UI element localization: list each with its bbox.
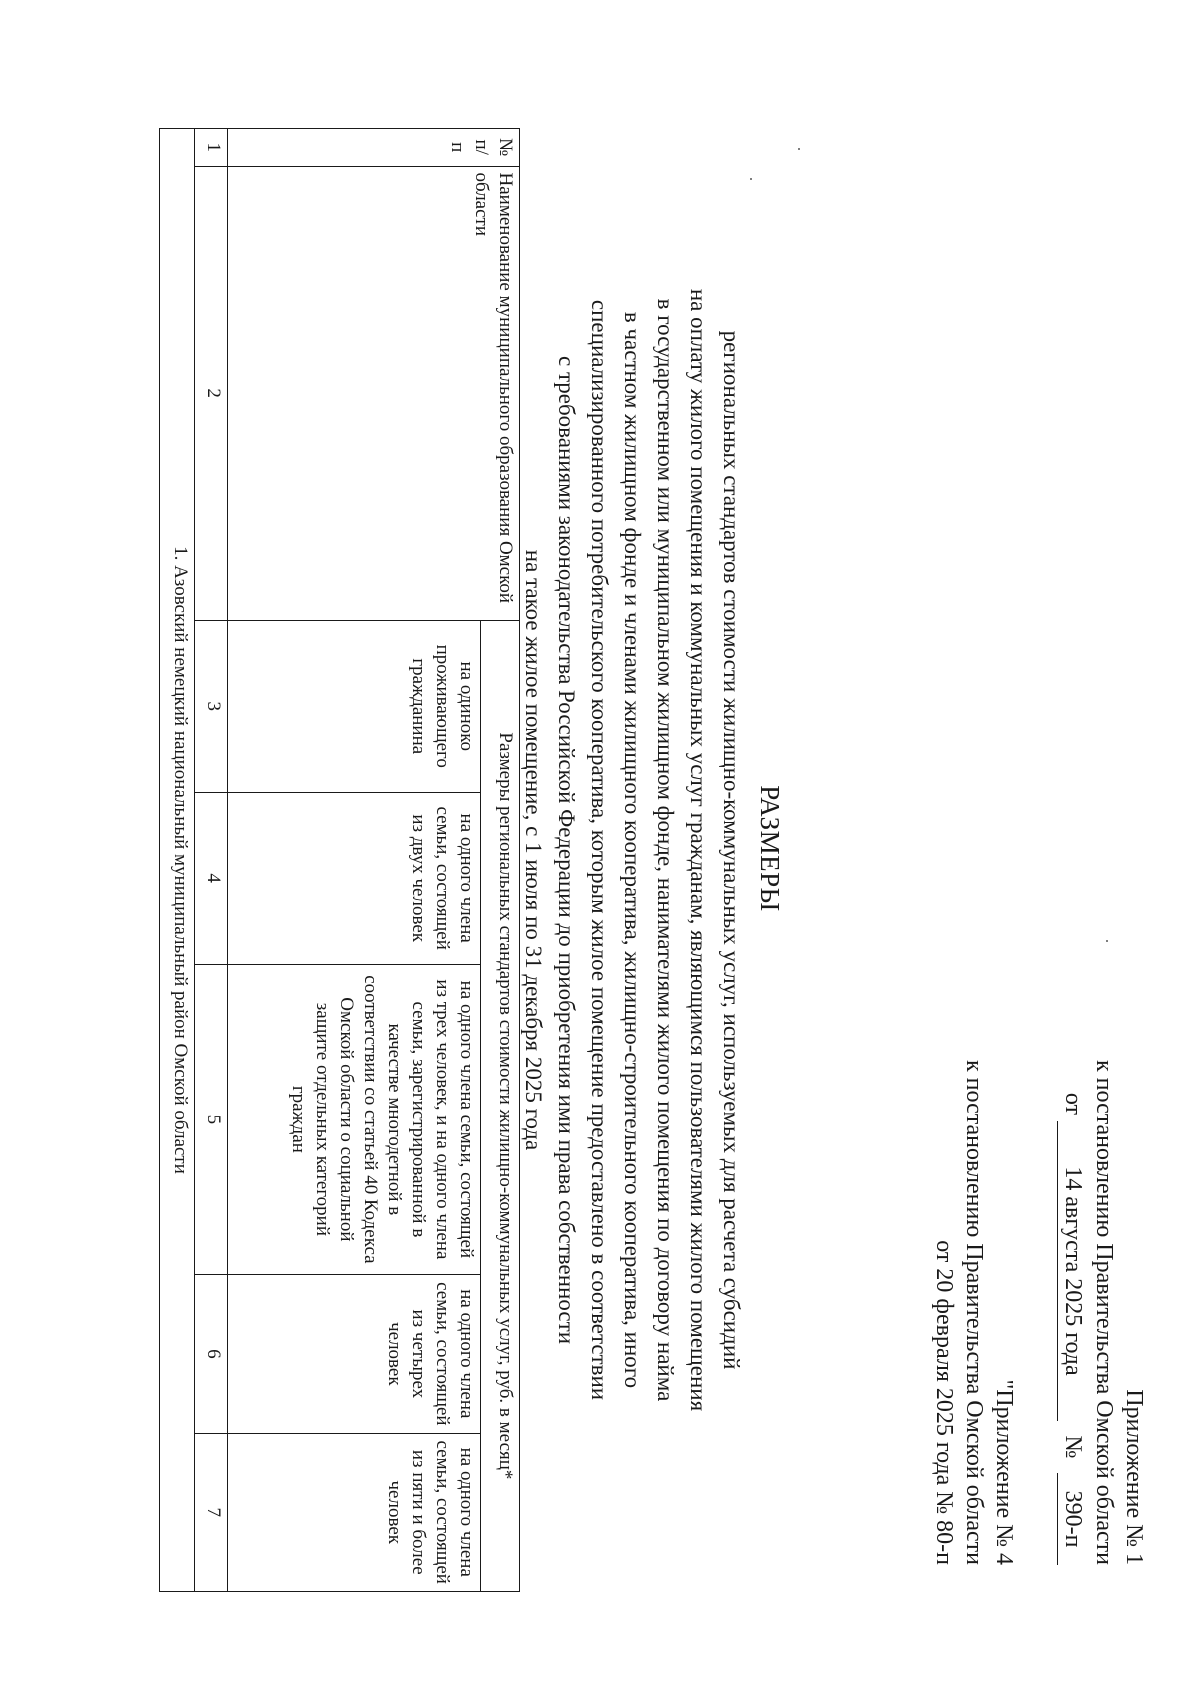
section-title-row: 1. Азовский немецкий национальный муниципальный район Омской области bbox=[160, 129, 195, 1592]
appendix-number-new: Приложение № 1 bbox=[1121, 1389, 1147, 1565]
appendix-reference-new: к постановлению Правительства Омской области bbox=[1091, 1059, 1117, 1565]
number-sign: № bbox=[1060, 1435, 1086, 1459]
document-title: РАЗМЕРЫ bbox=[755, 785, 785, 912]
subtitle-line: специализированного потребительского кооператива, которым жилое помещение предоставлено в соответствии bbox=[587, 299, 612, 1401]
appendix-reference-old: к постановлению Правительства Омской области bbox=[961, 1059, 987, 1565]
column-number: 1 bbox=[195, 129, 228, 167]
header-family-of-three: на одного члена семьи, состоящей из трех человек, и на одного члена семьи, зарегистрированной в качестве многодетной в соответствии со статьей 40 Кодекса Омской области о социальной защите отдельных категорий граждан bbox=[228, 964, 481, 1275]
appendix-date-old: от 20 февраля 2025 года № 80-п bbox=[931, 1240, 957, 1565]
header-family-of-two: на одного члена семьи, состоящей из двух человек bbox=[228, 792, 481, 964]
standards-table bbox=[159, 128, 520, 1592]
subtitle-line: на такое жилое помещение, с 1 июля по 31 декабря 2025 года bbox=[521, 549, 546, 1151]
subtitle-line: на оплату жилого помещения и коммунальных услуг гражданам, являющимся пользователями жилого помещения bbox=[686, 288, 711, 1412]
scan-speck bbox=[1106, 940, 1108, 942]
header-municipality: Наименование муниципального образования Омской области bbox=[228, 166, 520, 620]
column-number: 7 bbox=[195, 1433, 228, 1591]
scan-speck bbox=[798, 148, 800, 150]
resolution-number: 390-п bbox=[1057, 1473, 1087, 1565]
column-number: 4 bbox=[195, 792, 228, 964]
header-single-person: на одиноко проживающего гражданина bbox=[228, 620, 481, 792]
column-number: 2 bbox=[195, 166, 228, 620]
appendix-date-line bbox=[1057, 1093, 1087, 1565]
subtitle-line: в государственном или муниципальном жилищном фонде, нанимателями жилого помещения по договору найма bbox=[653, 298, 678, 1402]
subtitle-line: с требованиями законодательства Российской Федерации до приобретения ими права собственности bbox=[554, 355, 579, 1344]
column-number: 6 bbox=[195, 1275, 228, 1433]
subtitle-line: региональных стандартов стоимости жилищно-коммунальных услуг, используемых для расчета субсидий bbox=[719, 330, 744, 1370]
column-number: 3 bbox=[195, 620, 228, 792]
header-standards-group: Размеры региональных стандартов стоимости жилищно-коммунальных услуг, руб. в месяц* bbox=[481, 620, 520, 1591]
header-row-number: № п/п bbox=[228, 129, 520, 167]
scan-speck bbox=[750, 178, 752, 180]
appendix-number-old: "Приложение № 4 bbox=[991, 1379, 1017, 1565]
resolution-date: 14 августа 2025 года bbox=[1057, 1121, 1087, 1421]
subtitle-line: в частном жилищном фонде и членами жилищного кооператива, жилищно-строительного кооператива, иного bbox=[620, 311, 645, 1389]
document-subtitle bbox=[517, 130, 748, 1570]
header-family-of-five-plus: на одного члена семьи, состоящей из пяти и более человек bbox=[228, 1433, 481, 1591]
header-family-of-four: на одного члена семьи, состоящей из четырех человек bbox=[228, 1275, 481, 1433]
date-prefix: от bbox=[1060, 1092, 1086, 1115]
column-number: 5 bbox=[195, 964, 228, 1275]
